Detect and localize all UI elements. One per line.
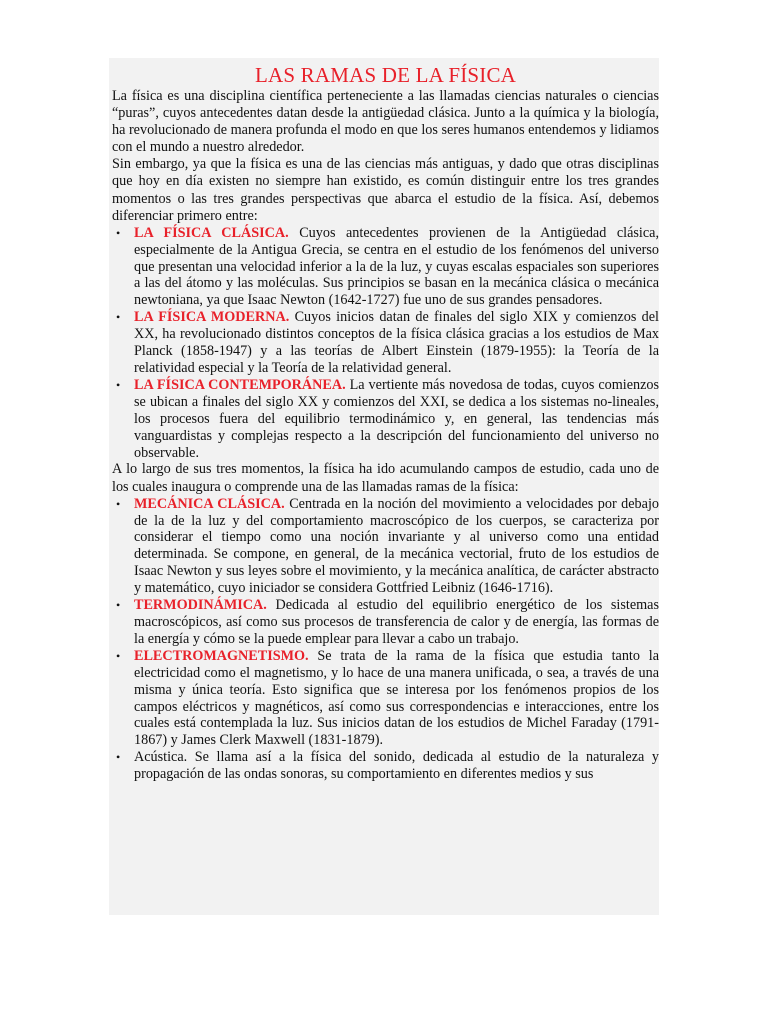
list-item-term: LA FÍSICA CONTEMPORÁNEA. (134, 376, 346, 393)
list-item-text: La vertiente más novedosa de todas, cuyos comienzos se ubican a finales del siglo XX y comienzos del XXI, se dedica a los sistemas no-lineales, los procesos fuera del equilibrio termodinámico y, en general, las tendencias más vanguardistas y complejas respecto a la descripción del funcionamiento del universo no observable. (134, 376, 659, 461)
list-item (112, 309, 659, 377)
list-item (112, 377, 659, 462)
physics-moments-list (112, 225, 659, 462)
list-item-term: LA FÍSICA CLÁSICA. (134, 224, 289, 241)
list-item-text: Centrada en la noción del movimiento a velocidades por debajo de la de la luz y del comportamiento macroscópico de los cuerpos, se caracteriza por considerar el tiempo como una noción invariante y al universo como una entidad determinada. Se compone, en general, de la mecánica vectorial, fruto de los estudios de Isaac Newton y sus leyes sobre el movimiento, y la mecánica analítica, de carácter abstracto y matemático, cuyo iniciador se considera Gottfried Leibniz (1646-1716). (134, 495, 659, 597)
bullet-icon: • (116, 750, 121, 765)
document-title: LAS RAMAS DE LA FÍSICA (254, 63, 517, 87)
list-item-text: Acústica. Se llama así a la física del sonido, dedicada al estudio de la naturaleza y propagación de las ondas sonoras, su comportamiento en diferentes medios y sus (134, 749, 659, 783)
bullet-icon: • (116, 377, 121, 392)
transition-paragraph: A lo largo de sus tres momentos, la física ha ido acumulando campos de estudio, cada uno de los cuales inaugura o comprende una de las llamadas ramas de la física: (112, 461, 659, 495)
list-item (112, 749, 659, 783)
list-item-text: Se trata de la rama de la física que estudia tanto la electricidad como el magnetismo, y lo hace de una manera unificada, o sea, a través de una misma y única teoría. Esto significa que se interesa por los fenómenos propios de los campos eléctricos y magnéticos, así como sus correspondencias e interacciones, entre los cuales está contemplada la luz. Sus inicios datan de los estudios de Michel Faraday (1791-1867) y James Clerk Maxwell (1831-1879). (134, 647, 659, 749)
list-item-term: TERMODINÁMICA. (134, 597, 267, 614)
bullet-icon: • (116, 598, 121, 613)
bullet-icon: • (116, 496, 121, 511)
list-item-text: Dedicada al estudio del equilibrio energético de los sistemas macroscópicos, así como sus procesos de transferencia de calor y de energía, las formas de la energía y cómo se la puede emplear para llevar a cabo un trabajo. (134, 597, 659, 647)
bullet-icon: • (116, 310, 121, 325)
bullet-icon: • (116, 648, 121, 663)
intro-paragraph: La física es una disciplina científica perteneciente a las llamadas ciencias naturales o ciencias “puras”, cuyos antecedentes datan desde la antigüedad clásica. Junto a la química y la biología, ha revolucionado de manera profunda el modo en que los seres humanos entendemos y lidiamos con el mundo a nuestro alrededor. (112, 88, 659, 156)
bullet-icon: • (116, 225, 121, 240)
list-item-term: MECÁNICA CLÁSICA. (134, 495, 285, 512)
list-item (112, 597, 659, 648)
list-item-term: LA FÍSICA MODERNA. (134, 309, 290, 326)
list-item-text: Cuyos inicios datan de finales del siglo XIX y comienzos del XX, ha revolucionado distintos conceptos de la física clásica gracias a los estudios de Max Planck (1858-1947) y a las teorías de Albert Einstein (1879-1955): la Teoría de la relatividad especial y la Teoría de la relatividad general. (134, 309, 659, 376)
physics-branches-list (112, 496, 659, 783)
list-item (112, 225, 659, 310)
list-item (112, 496, 659, 597)
list-item-term: ELECTROMAGNETISMO. (134, 647, 309, 664)
list-item (112, 648, 659, 749)
document-page (109, 58, 659, 915)
intro-paragraph: Sin embargo, ya que la física es una de las ciencias más antiguas, y dado que otras disciplinas que hoy en día existen no siempre han existido, es común distinguir entre los tres grandes momentos o las tres grandes perspectivas que abarca el estudio de la física. Así, debemos diferenciar primero entre: (112, 156, 659, 224)
list-item-text: Cuyos antecedentes provienen de la Antigüedad clásica, especialmente de la Antigua Grecia, se centra en el estudio de los fenómenos del universo que presentan una velocidad inferior a la de la luz, y cuyas escalas espaciales son superiores a las del átomo y las moléculas. Sus principios se basan en la mecánica clásica o mecánica newtoniana, ya que Isaac Newton (1642-1727) fue uno de sus grandes pensadores. (134, 224, 659, 309)
